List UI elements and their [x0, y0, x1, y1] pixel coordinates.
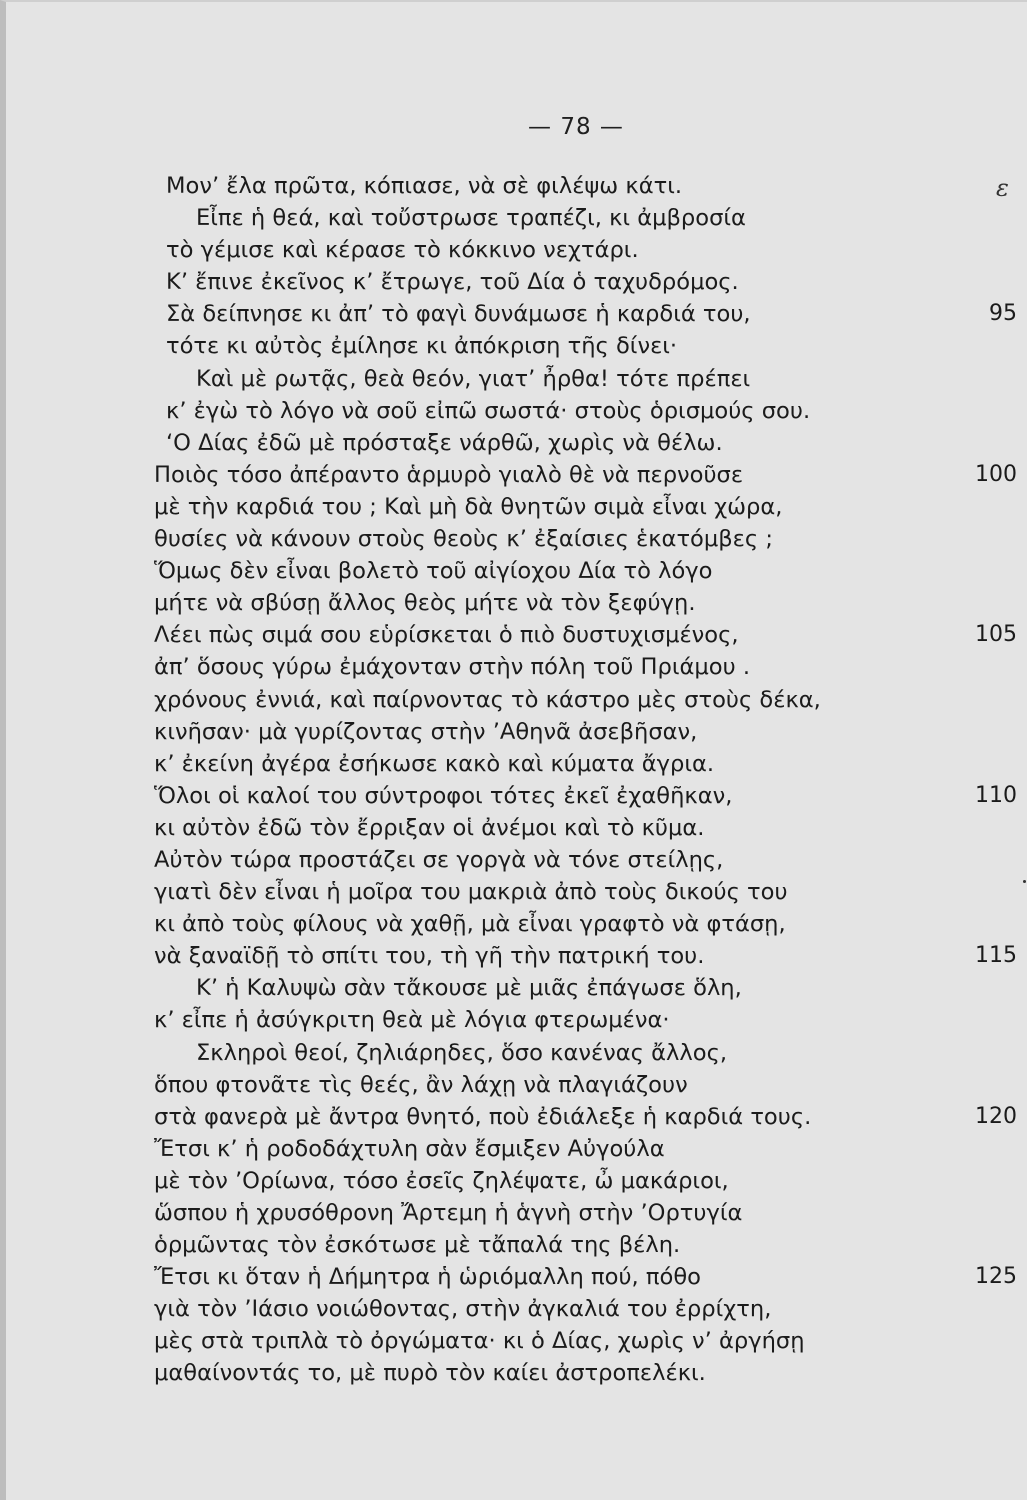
verse-text: Εἶπε ἡ θεά, καὶ τοὔστρωσε τραπέζι, κι ἀμβροσία — [196, 205, 746, 232]
verse-line — [6, 1165, 1027, 1197]
line-number: 105 — [975, 622, 1017, 648]
verse-line — [6, 266, 1027, 298]
verse-text: γιὰ τὸν ’Ιάσιο νοιώθοντας, στὴν ἀγκαλιά του ἐρρίχτη, — [154, 1296, 772, 1323]
verse-line — [6, 1004, 1027, 1036]
verse-text: κι αὐτὸν ἐδῶ τὸν ἔρριξαν οἱ ἀνέμοι καὶ τὸ κῦμα. — [154, 814, 705, 841]
verse-line — [6, 844, 1027, 876]
verse-text: Ὅλοι οἱ καλοί του σύντροφοι τότες ἐκεῖ ἐχαθῆκαν, — [154, 782, 733, 809]
verse-text: Λέει πὼς σιμά σου εὑρίσκεται ὁ πιὸ δυστυχισμένος, — [154, 622, 739, 649]
verse-text: Ὅμως δὲν εἶναι βολετὸ τοῦ αἰγίοχου Δία τὸ λόγο — [154, 558, 713, 585]
verse-text: Κ’ ἔπινε ἐκεῖνος κ’ ἔτρωγε, τοῦ Δία ὁ ταχυδρόμος. — [166, 269, 739, 296]
verse-line — [6, 1229, 1027, 1261]
verse-line — [6, 1197, 1027, 1229]
verse-text: θυσίες νὰ κάνουν στοὺς θεοὺς κ’ ἐξαίσιες ἑκατόμβες ; — [154, 526, 773, 553]
verse-line — [6, 491, 1027, 523]
verse-text: τότε κι αὐτὸς ἐμίλησε κι ἀπόκριση τῆς δίνει· — [166, 333, 678, 360]
verse-line — [6, 1325, 1027, 1357]
verse-text: τὸ γέμισε καὶ κέρασε τὸ κόκκινο νεχτάρι. — [166, 237, 639, 264]
verse-text: κ’ ἐγὼ τὸ λόγο νὰ σοῦ εἰπῶ σωστά· στοὺς ὁρισμούς σου. — [166, 397, 811, 424]
line-number: 120 — [975, 1103, 1017, 1129]
verse-line — [6, 1293, 1027, 1325]
verse-text: κ’ εἶπε ἡ ἀσύγκριτη θεὰ μὲ λόγια φτερωμένα· — [154, 1007, 670, 1034]
verse-line — [6, 940, 1027, 972]
verse-text: Καὶ μὲ ρωτᾷς, θεὰ θεόν, γιατ’ ἦρθα! τότε πρέπει — [196, 365, 751, 392]
line-number: 125 — [975, 1264, 1017, 1290]
verse-text: Ποιὸς τόσο ἀπέραντο ἁρμυρὸ γιαλὸ θὲ νὰ περνοῦσε — [154, 461, 744, 488]
verse-text: κ’ ἐκείνη ἀγέρα ἐσήκωσε κακὸ καὶ κύματα ἄγρια. — [154, 750, 715, 777]
verse-text: ὁρμῶντας τὸν ἐσκότωσε μὲ τἄπαλά της βέλη. — [154, 1232, 681, 1259]
verse-line — [6, 330, 1027, 362]
verse-line — [6, 876, 1027, 908]
verse-line — [6, 298, 1027, 330]
verse-text: κι ἀπὸ τοὺς φίλους νὰ χαθῇ, μὰ εἶναι γραφτὸ νὰ φτάσῃ, — [154, 911, 786, 938]
verse-text: νὰ ξαναϊδῇ τὸ σπίτι του, τὴ γῆ τὴν πατρική του. — [154, 943, 705, 970]
verse-line — [6, 908, 1027, 940]
verse-text: γιατὶ δὲν εἶναι ἡ μοῖρα του μακριὰ ἀπὸ τοὺς δικούς του — [154, 879, 788, 906]
line-number: 95 — [989, 301, 1017, 327]
verse-line — [6, 619, 1027, 651]
verse-text: ‘Ο Δίας ἐδῶ μὲ πρόσταξε νάρθῶ, χωρὶς νὰ θέλω. — [166, 429, 723, 456]
verse-line — [6, 1261, 1027, 1293]
line-number: 115 — [975, 943, 1017, 969]
verse-line — [6, 363, 1027, 395]
verse-line — [6, 716, 1027, 748]
verse-line — [6, 812, 1027, 844]
verse-line — [6, 1037, 1027, 1069]
verse-line — [6, 555, 1027, 587]
page-number: — 78 — — [528, 114, 624, 140]
poem-text — [6, 170, 1027, 1390]
verse-text: Ἔτσι κι ὅταν ἡ Δήμητρα ἡ ὡριόμαλλη πού, πόθο — [154, 1264, 701, 1291]
verse-line — [6, 651, 1027, 683]
verse-line — [6, 780, 1027, 812]
verse-text: Κ’ ἡ Καλυψὼ σὰν τἄκουσε μὲ μιᾶς ἐπάγωσε ὅλη, — [196, 975, 742, 1002]
verse-line — [6, 587, 1027, 619]
line-number: 100 — [975, 461, 1017, 487]
verse-text: ὥσπου ἡ χρυσόθρονη Ἄρτεμη ἡ ἁγνὴ στὴν ’Ορτυγία — [154, 1200, 743, 1226]
verse-text: μήτε νὰ σβύσῃ ἄλλος θεὸς μήτε νὰ τὸν ξεφύγῃ. — [154, 590, 696, 617]
verse-text: χρόνους ἐννιά, καὶ παίρνοντας τὸ κάστρο μὲς στοὺς δέκα, — [154, 686, 821, 713]
verse-line — [6, 234, 1027, 266]
verse-text: Σὰ δείπνησε κι ἀπ’ τὸ φαγὶ δυνάμωσε ἡ καρδιά του, — [166, 301, 751, 328]
verse-text: Σκληροὶ θεοί, ζηλιάρηδες, ὅσο κανένας ἄλλος, — [196, 1039, 728, 1066]
verse-line — [6, 748, 1027, 780]
verse-text: Αὐτὸν τώρα προστάζει σε γοργὰ νὰ τόνε στείλῃς, — [154, 846, 724, 873]
verse-text: ὅπου φτονᾶτε τὶς θεές, ἂν λάχῃ νὰ πλαγιάζουν — [154, 1071, 688, 1098]
verse-text: μὲς στὰ τριπλὰ τὸ ὀργώματα· κι ὁ Δίας, χωρὶς ν’ ἀργήσῃ — [154, 1328, 805, 1355]
margin-mark: ε — [996, 174, 1009, 202]
verse-line — [6, 684, 1027, 716]
verse-line — [6, 1069, 1027, 1101]
verse-text: μαθαίνοντάς το, μὲ πυρὸ τὸν καίει ἀστροπελέκι. — [154, 1360, 706, 1387]
verse-line — [6, 1101, 1027, 1133]
verse-text: μὲ τὸν ’Ορίωνα, τόσο ἐσεῖς ζηλέψατε, ὦ μακάριοι, — [154, 1167, 729, 1194]
line-number: 110 — [975, 782, 1017, 808]
verse-text: κινῆσαν· μὰ γυρίζοντας στὴν ’Αθηνᾶ ἀσεβῆσαν, — [154, 718, 698, 745]
verse-text: Μον’ ἔλα πρῶτα, κόπιασε, νὰ σὲ φιλέψω κάτι. — [166, 173, 683, 199]
verse-line — [6, 972, 1027, 1004]
verse-line — [6, 459, 1027, 491]
verse-line — [6, 395, 1027, 427]
verse-line — [6, 427, 1027, 459]
verse-text: στὰ φανερὰ μὲ ἄντρα θνητό, ποὺ ἐδιάλεξε ἡ καρδιά τους. — [154, 1103, 812, 1130]
verse-line — [6, 1133, 1027, 1165]
verse-line — [6, 1357, 1027, 1389]
verse-text: ἀπ’ ὅσους γύρω ἐμάχονταν στὴν πόλη τοῦ Πριάμου . — [154, 654, 751, 681]
verse-text: Ἔτσι κ’ ἡ ροδοδάχτυλη σὰν ἔσμιξεν Αὐγούλα — [154, 1135, 665, 1162]
verse-line — [6, 170, 1027, 202]
verse-line — [6, 523, 1027, 555]
verse-text: μὲ τὴν καρδιά του ; Καὶ μὴ δὰ θνητῶν σιμὰ εἶναι χώρα, — [154, 493, 783, 520]
verse-line — [6, 202, 1027, 234]
